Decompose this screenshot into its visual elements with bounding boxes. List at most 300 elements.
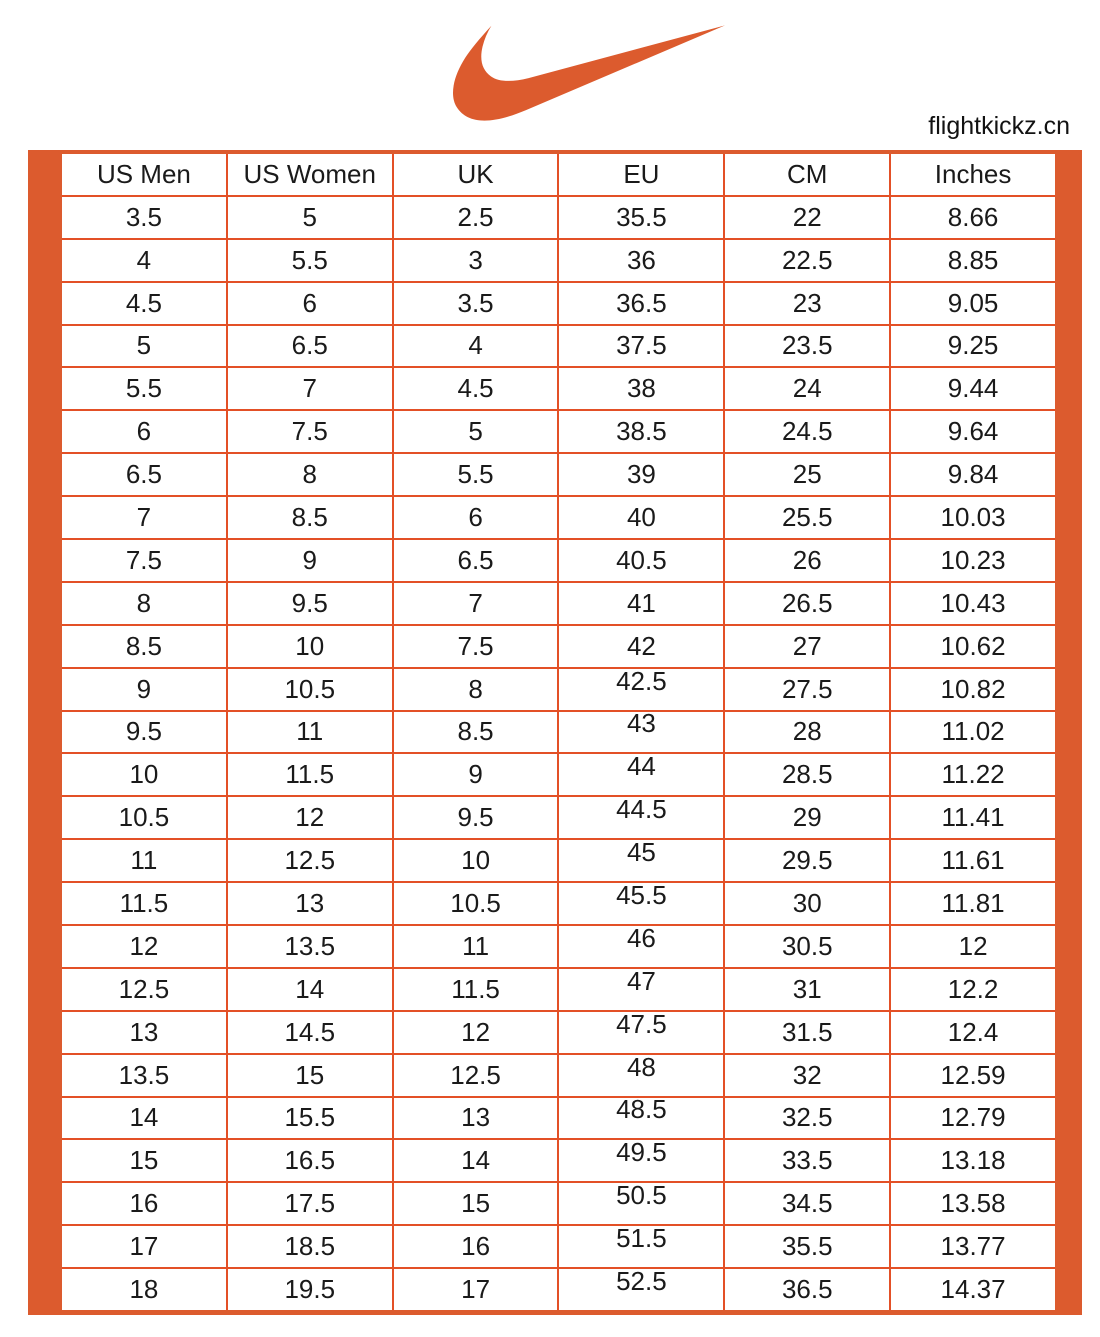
table-cell-label: 14.5 <box>284 1016 336 1047</box>
size-conversion-table <box>62 154 1055 1310</box>
table-cell <box>891 840 1055 881</box>
table-cell-label: 9 <box>136 673 152 704</box>
table-cell-label: 10 <box>461 845 491 876</box>
table-cell-label: 27 <box>792 630 822 661</box>
table-cell <box>62 411 226 452</box>
table-cell <box>228 626 392 667</box>
table-cell <box>559 1269 723 1310</box>
table-cell-label: 43 <box>626 711 656 739</box>
table-cell <box>62 626 226 667</box>
table-cell <box>62 840 226 881</box>
table-cell-label: 9.05 <box>947 287 999 318</box>
table-cell-label: 10.5 <box>284 673 336 704</box>
table-cell-label: 10 <box>295 630 325 661</box>
table-cell-label: 49.5 <box>616 1140 667 1168</box>
table-cell <box>62 197 226 238</box>
table-cell-label: 4.5 <box>125 287 162 318</box>
column-header <box>228 154 392 195</box>
table-cell <box>62 583 226 624</box>
table-cell-label: 8.5 <box>291 502 328 533</box>
table-cell <box>891 669 1055 710</box>
table-cell <box>725 1140 889 1181</box>
column-header-label: Inches <box>934 158 1012 189</box>
table-cell-label: 5.5 <box>457 459 494 490</box>
table-cell <box>725 540 889 581</box>
table-cell-label: 9.44 <box>947 373 999 404</box>
table-cell <box>891 1055 1055 1096</box>
table-cell <box>725 368 889 409</box>
table-cell-label: 35.5 <box>781 1231 833 1262</box>
table-cell <box>559 326 723 367</box>
table-cell-label: 9.5 <box>291 587 328 618</box>
table-cell <box>891 926 1055 967</box>
table-cell <box>725 454 889 495</box>
table-cell <box>891 626 1055 667</box>
table-cell-label: 16 <box>461 1231 491 1262</box>
table-cell-label: 10.43 <box>940 587 1006 618</box>
table-cell-label: 11.02 <box>941 716 1005 747</box>
table-cell <box>891 1183 1055 1224</box>
table-cell <box>228 1098 392 1139</box>
table-cell <box>559 1012 723 1053</box>
table-cell <box>725 754 889 795</box>
table-cell <box>62 540 226 581</box>
table-cell <box>559 969 723 1010</box>
table-cell <box>62 1012 226 1053</box>
column-header-label: EU <box>623 158 660 189</box>
table-cell <box>559 283 723 324</box>
table-cell-label: 48.5 <box>616 1097 667 1125</box>
table-cell-label: 11.41 <box>941 802 1005 833</box>
table-cell-label: 47.5 <box>616 1011 667 1039</box>
table-cell-label: 11 <box>296 716 324 747</box>
table-cell <box>725 411 889 452</box>
table-cell-label: 4.5 <box>457 373 494 404</box>
table-cell-label: 12.5 <box>450 1059 501 1090</box>
table-cell <box>228 240 392 281</box>
table-cell-label: 4 <box>136 244 152 275</box>
table-cell-label: 9 <box>302 544 317 575</box>
table-cell <box>891 326 1055 367</box>
table-cell-label: 17.5 <box>284 1188 336 1219</box>
table-cell-label: 14 <box>461 1145 491 1176</box>
table-cell-label: 9.5 <box>125 716 162 747</box>
table-cell-label: 9.5 <box>457 802 494 833</box>
table-cell <box>891 240 1055 281</box>
table-cell-label: 6.5 <box>291 330 328 361</box>
table-cell <box>394 540 558 581</box>
table-cell <box>725 797 889 838</box>
table-cell-label: 13 <box>295 888 325 919</box>
table-cell-label: 36 <box>626 244 656 275</box>
table-cell-label: 8 <box>468 673 483 704</box>
table-cell-label: 35.5 <box>616 201 667 232</box>
table-cell <box>62 797 226 838</box>
table-cell <box>62 1269 226 1310</box>
table-cell <box>725 1055 889 1096</box>
table-cell-label: 40 <box>626 502 656 533</box>
table-cell <box>891 969 1055 1010</box>
table-cell <box>394 1055 558 1096</box>
table-cell <box>62 326 226 367</box>
table-cell-label: 42.5 <box>616 668 667 696</box>
table-cell-label: 8.5 <box>125 630 162 661</box>
table-cell-label: 30 <box>792 888 822 919</box>
table-cell-label: 10.23 <box>940 544 1006 575</box>
table-cell-label: 12 <box>295 802 325 833</box>
table-cell-label: 13 <box>461 1102 491 1133</box>
table-cell <box>725 283 889 324</box>
table-cell <box>725 583 889 624</box>
table-cell-label: 24.5 <box>781 416 833 447</box>
table-cell-label: 7.5 <box>457 630 494 661</box>
table-cell-label: 28.5 <box>781 759 833 790</box>
nike-swoosh-path <box>453 25 725 120</box>
table-cell-label: 50.5 <box>616 1183 667 1211</box>
table-cell-label: 9.84 <box>947 459 999 490</box>
table-cell <box>725 712 889 753</box>
table-cell-label: 12.2 <box>947 973 999 1004</box>
table-cell-label: 42 <box>626 630 656 661</box>
table-cell-label: 2.5 <box>457 201 494 232</box>
table-cell <box>394 969 558 1010</box>
table-cell <box>228 1055 392 1096</box>
table-cell-label: 4 <box>468 330 483 361</box>
table-cell <box>394 1183 558 1224</box>
table-cell <box>725 883 889 924</box>
table-cell-label: 36.5 <box>781 1274 833 1305</box>
table-cell-label: 11 <box>462 930 490 961</box>
table-cell <box>559 883 723 924</box>
table-cell <box>62 1140 226 1181</box>
table-cell-label: 44.5 <box>616 797 667 825</box>
table-cell <box>891 497 1055 538</box>
table-cell-label: 3 <box>468 244 483 275</box>
table-cell-label: 38.5 <box>616 416 667 447</box>
table-cell-label: 12 <box>958 930 988 961</box>
table-cell-label: 38 <box>626 373 656 404</box>
table-cell-label: 11.5 <box>451 973 500 1004</box>
table-cell <box>725 840 889 881</box>
table-cell <box>559 1140 723 1181</box>
table-cell <box>891 1269 1055 1310</box>
table-cell <box>559 669 723 710</box>
table-cell <box>725 969 889 1010</box>
table-cell-label: 7.5 <box>291 416 328 447</box>
table-cell <box>891 1140 1055 1181</box>
table-cell <box>394 883 558 924</box>
table-cell <box>228 669 392 710</box>
table-cell <box>62 754 226 795</box>
table-cell <box>394 583 558 624</box>
table-cell-label: 24 <box>792 373 822 404</box>
table-cell <box>725 1226 889 1267</box>
table-cell <box>891 754 1055 795</box>
table-cell <box>228 1269 392 1310</box>
table-cell <box>394 283 558 324</box>
table-cell <box>394 368 558 409</box>
column-header <box>891 154 1055 195</box>
table-cell-label: 10.5 <box>118 802 170 833</box>
table-cell <box>62 368 226 409</box>
table-cell-label: 23 <box>792 287 822 318</box>
table-cell <box>559 583 723 624</box>
table-cell <box>394 1226 558 1267</box>
table-cell-label: 11.81 <box>941 888 1005 919</box>
table-cell <box>891 411 1055 452</box>
table-cell <box>559 840 723 881</box>
table-cell-label: 14.37 <box>940 1274 1006 1305</box>
table-cell-label: 14 <box>295 973 325 1004</box>
table-cell-label: 31 <box>792 973 822 1004</box>
table-cell-label: 6.5 <box>457 544 494 575</box>
table-cell <box>394 1140 558 1181</box>
table-cell-label: 6 <box>302 287 317 318</box>
nike-swoosh-icon <box>453 22 725 124</box>
table-cell-label: 13.77 <box>940 1231 1006 1262</box>
table-cell <box>228 1012 392 1053</box>
table-cell <box>228 283 392 324</box>
table-cell-label: 13.5 <box>284 930 336 961</box>
table-cell-label: 30.5 <box>781 930 833 961</box>
table-cell-label: 44 <box>626 754 656 782</box>
table-cell <box>394 712 558 753</box>
table-cell-label: 12 <box>461 1016 491 1047</box>
table-cell-label: 19.5 <box>284 1274 336 1305</box>
table-cell-label: 28 <box>792 716 822 747</box>
table-cell-label: 52.5 <box>616 1269 667 1297</box>
column-header <box>559 154 723 195</box>
table-cell-label: 32 <box>792 1059 822 1090</box>
table-cell-label: 6.5 <box>125 459 162 490</box>
table-cell-label: 5 <box>302 201 317 232</box>
table-cell <box>228 326 392 367</box>
table-cell <box>394 1012 558 1053</box>
table-cell <box>725 1269 889 1310</box>
table-cell <box>228 497 392 538</box>
table-cell-label: 14 <box>129 1102 159 1133</box>
table-cell-label: 48 <box>626 1054 656 1082</box>
table-cell <box>228 1140 392 1181</box>
table-cell-label: 27.5 <box>781 673 833 704</box>
table-cell <box>62 1055 226 1096</box>
table-cell <box>891 883 1055 924</box>
table-cell <box>394 326 558 367</box>
table-cell-label: 34.5 <box>781 1188 833 1219</box>
table-cell <box>394 754 558 795</box>
table-cell <box>559 368 723 409</box>
table-cell <box>559 540 723 581</box>
table-cell <box>394 926 558 967</box>
table-cell <box>228 969 392 1010</box>
table-cell-label: 18.5 <box>284 1231 336 1262</box>
table-cell <box>559 1098 723 1139</box>
table-cell-label: 11.61 <box>941 845 1005 876</box>
table-cell <box>394 240 558 281</box>
table-cell <box>891 712 1055 753</box>
table-cell-label: 16.5 <box>284 1145 336 1176</box>
table-cell-label: 29.5 <box>781 845 833 876</box>
table-cell <box>394 840 558 881</box>
table-cell-label: 22 <box>792 201 822 232</box>
table-cell-label: 11 <box>130 845 158 876</box>
table-cell <box>228 883 392 924</box>
table-cell-label: 26 <box>792 544 822 575</box>
table-cell <box>559 1226 723 1267</box>
table-cell-label: 25.5 <box>781 502 833 533</box>
table-cell-label: 11.5 <box>285 759 335 790</box>
table-cell-label: 8.85 <box>947 244 999 275</box>
table-cell-label: 8 <box>136 587 152 618</box>
table-cell <box>394 497 558 538</box>
table-cell-label: 7 <box>468 587 483 618</box>
table-cell-label: 3.5 <box>457 287 494 318</box>
table-cell <box>725 1012 889 1053</box>
table-cell <box>559 712 723 753</box>
table-cell-label: 25 <box>792 459 822 490</box>
table-cell <box>62 883 226 924</box>
table-cell <box>891 368 1055 409</box>
table-cell <box>725 497 889 538</box>
column-header <box>62 154 226 195</box>
site-watermark: flightkickz.cn <box>928 112 1070 140</box>
table-cell-label: 10.03 <box>940 502 1006 533</box>
table-cell <box>725 1183 889 1224</box>
table-cell-label: 8 <box>302 459 317 490</box>
table-cell-label: 33.5 <box>781 1145 833 1176</box>
table-cell <box>228 411 392 452</box>
table-cell-label: 17 <box>461 1274 491 1305</box>
table-cell <box>559 797 723 838</box>
table-cell-label: 9.64 <box>947 416 999 447</box>
column-header <box>394 154 558 195</box>
table-cell-label: 10 <box>129 759 159 790</box>
table-cell-label: 46 <box>626 926 656 953</box>
table-cell-label: 13.58 <box>940 1188 1006 1219</box>
table-cell <box>559 1055 723 1096</box>
table-cell <box>725 626 889 667</box>
table-cell <box>62 712 226 753</box>
column-header-label: UK <box>457 158 494 189</box>
table-cell <box>228 797 392 838</box>
table-frame <box>28 150 1082 1315</box>
table-cell <box>559 497 723 538</box>
table-cell <box>725 326 889 367</box>
table-cell-label: 9 <box>468 759 483 790</box>
table-cell <box>394 411 558 452</box>
table-cell-label: 5 <box>468 416 483 447</box>
table-cell <box>228 583 392 624</box>
table-cell <box>394 1269 558 1310</box>
table-cell <box>725 669 889 710</box>
table-cell-label: 29 <box>792 802 822 833</box>
table-cell <box>228 454 392 495</box>
table-cell-label: 13 <box>129 1016 159 1047</box>
table-cell <box>559 240 723 281</box>
table-cell-label: 26.5 <box>781 587 833 618</box>
table-cell <box>891 283 1055 324</box>
table-cell-label: 15.5 <box>284 1102 336 1133</box>
table-cell-label: 15 <box>461 1188 491 1219</box>
table-cell-label: 5.5 <box>125 373 162 404</box>
table-cell-label: 31.5 <box>781 1016 833 1047</box>
table-cell <box>559 411 723 452</box>
table-cell-label: 51.5 <box>616 1226 667 1254</box>
table-cell-label: 10.5 <box>450 888 501 919</box>
table-cell <box>394 797 558 838</box>
table-cell <box>891 1012 1055 1053</box>
table-cell-label: 13.18 <box>940 1145 1006 1176</box>
table-cell <box>725 1098 889 1139</box>
table-cell-label: 12.59 <box>940 1059 1006 1090</box>
table-cell <box>228 840 392 881</box>
table-cell-label: 18 <box>129 1274 159 1305</box>
table-cell-label: 37.5 <box>616 330 667 361</box>
table-cell-label: 16 <box>129 1188 159 1219</box>
table-cell-label: 23.5 <box>781 330 833 361</box>
table-cell-label: 8.66 <box>947 201 999 232</box>
table-cell-label: 45 <box>626 840 656 868</box>
table-cell <box>228 1226 392 1267</box>
table-cell-label: 15 <box>295 1059 325 1090</box>
table-cell-label: 11.22 <box>941 759 1005 790</box>
table-cell-label: 39 <box>626 459 656 490</box>
table-cell <box>394 197 558 238</box>
table-cell-label: 40.5 <box>616 544 667 575</box>
column-header-label: US Men <box>96 158 191 189</box>
table-cell-label: 7.5 <box>125 544 162 575</box>
table-cell <box>228 368 392 409</box>
table-cell <box>228 1183 392 1224</box>
column-header-label: US Women <box>243 158 376 189</box>
table-cell-label: 45.5 <box>616 883 667 911</box>
table-cell-label: 12.79 <box>940 1102 1006 1133</box>
table-cell-label: 10.62 <box>940 630 1006 661</box>
table-cell <box>228 197 392 238</box>
table-cell-label: 6 <box>468 502 483 533</box>
table-cell <box>394 626 558 667</box>
table-cell-label: 3.5 <box>125 201 162 232</box>
table-cell-label: 12.5 <box>284 845 336 876</box>
table-cell <box>559 197 723 238</box>
table-cell-label: 5 <box>136 330 152 361</box>
table-cell-label: 12.4 <box>947 1016 999 1047</box>
table-cell <box>62 240 226 281</box>
table-cell <box>394 669 558 710</box>
table-cell <box>228 712 392 753</box>
table-cell <box>62 1226 226 1267</box>
table-cell <box>62 497 226 538</box>
table-cell <box>725 926 889 967</box>
table-cell-label: 22.5 <box>781 244 833 275</box>
table-cell <box>394 1098 558 1139</box>
table-cell <box>394 454 558 495</box>
table-cell-label: 12.5 <box>118 973 170 1004</box>
table-cell <box>62 1183 226 1224</box>
table-cell <box>559 1183 723 1224</box>
table-cell <box>228 754 392 795</box>
table-cell <box>62 926 226 967</box>
table-cell <box>891 797 1055 838</box>
table-cell-label: 7 <box>302 373 317 404</box>
table-cell-label: 17 <box>129 1231 159 1262</box>
table-cell-label: 12 <box>129 930 159 961</box>
table-cell-label: 9.25 <box>947 330 999 361</box>
table-cell-label: 8.5 <box>457 716 494 747</box>
table-cell-label: 7 <box>136 502 152 533</box>
table-cell <box>891 1098 1055 1139</box>
table-cell <box>559 626 723 667</box>
